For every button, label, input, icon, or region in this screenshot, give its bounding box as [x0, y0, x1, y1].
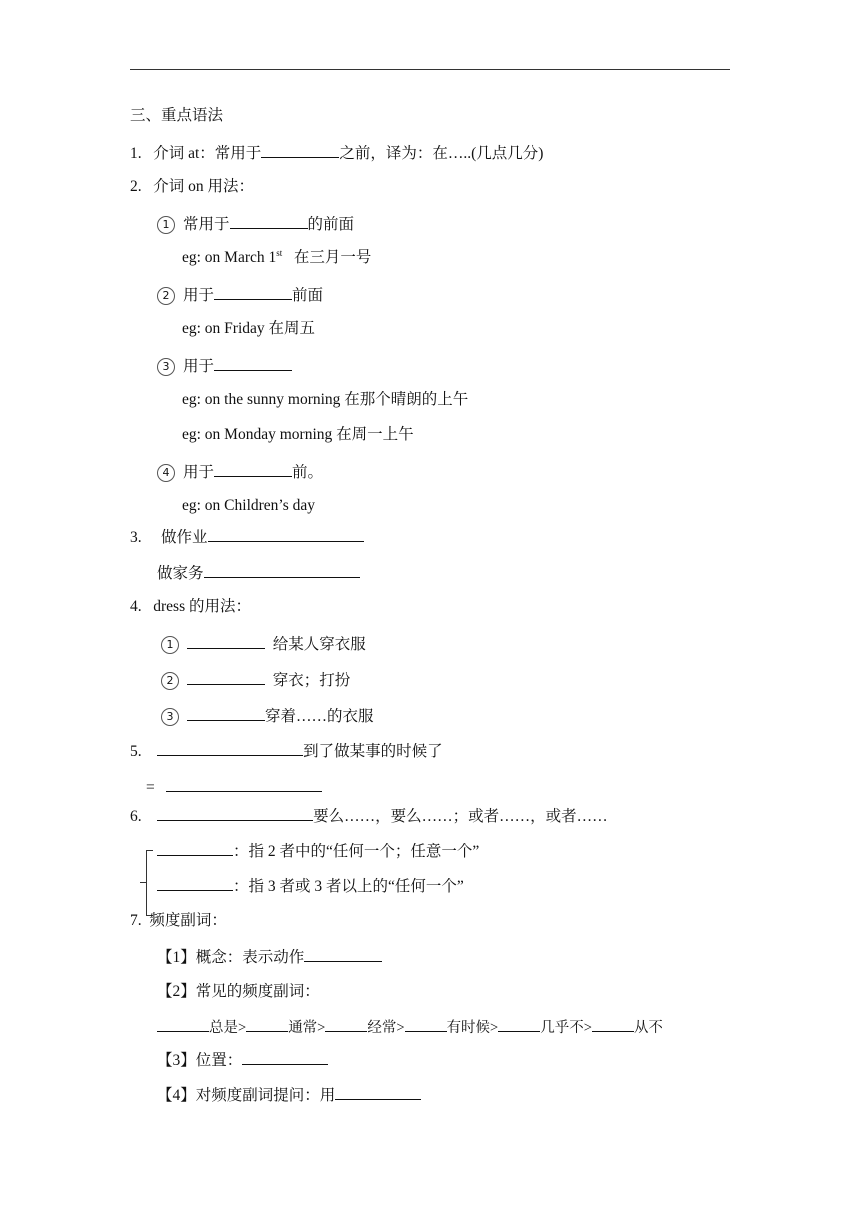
item-text: 到了做某事的时候了 — [303, 743, 443, 760]
item-5 — [130, 740, 443, 762]
item-number: 5. — [130, 743, 142, 760]
item-7-title — [130, 911, 227, 931]
item-2-sub-2 — [157, 284, 323, 306]
item-text: 【4】对频度副词提问：用 — [157, 1087, 336, 1104]
sub-text: 常用于 — [183, 216, 230, 233]
fill-blank — [246, 1016, 288, 1032]
item-3-line-2 — [157, 562, 360, 584]
fill-blank — [157, 875, 233, 891]
fill-blank — [214, 355, 292, 371]
fill-blank — [592, 1016, 634, 1032]
fill-blank — [230, 213, 308, 229]
sub-text: 穿衣；打扮 — [265, 672, 351, 689]
item-4-sub-3 — [161, 705, 374, 727]
circled-number: 3 — [161, 708, 179, 726]
fill-blank — [214, 461, 292, 477]
item-2-title — [130, 177, 254, 197]
fill-blank — [166, 776, 322, 792]
item-number: 7. — [130, 912, 142, 929]
sub-text: 用于 — [183, 287, 215, 304]
fill-blank — [242, 1049, 328, 1065]
freq-word: 几乎不> — [540, 1020, 592, 1036]
item-5-equals — [146, 776, 322, 798]
item-text: ：指 3 者或 3 者以上的“任何一个” — [233, 878, 464, 895]
item-4-title — [130, 597, 251, 617]
item-number: 4. — [130, 598, 142, 615]
equals-sign: = — [146, 779, 155, 796]
example-text: eg: on March 1 — [182, 249, 277, 266]
circled-number: 2 — [161, 672, 179, 690]
sub-text: 前面 — [292, 287, 324, 304]
fill-blank — [204, 562, 360, 578]
fill-blank — [498, 1016, 540, 1032]
item-number: 6. — [130, 808, 142, 825]
sub-text: 穿着……的衣服 — [265, 708, 374, 725]
fill-blank — [208, 526, 364, 542]
freq-word: 经常> — [367, 1020, 405, 1036]
item-text: 做家务 — [157, 565, 204, 582]
example-line: eg: on Friday 在周五 — [182, 320, 316, 337]
brace-tick — [140, 882, 147, 883]
example-line: eg: on the sunny morning 在那个晴朗的上午 — [182, 391, 469, 408]
fill-blank — [187, 669, 265, 685]
circled-number: 2 — [157, 287, 175, 305]
item-text: 要么……，要么……；或者……，或者…… — [313, 808, 608, 825]
item-6-line-a — [157, 840, 479, 862]
item-4-sub-2 — [161, 669, 350, 691]
item-7-common: 【2】常见的频度副词： — [157, 983, 320, 1000]
sub-text: 前。 — [292, 464, 324, 481]
sub-text: 用于 — [183, 358, 215, 375]
example-line — [182, 248, 371, 268]
example-line: eg: on Monday morning 在周一上午 — [182, 426, 414, 443]
circled-number: 1 — [157, 216, 175, 234]
item-3-line-1 — [130, 526, 364, 548]
fill-blank — [261, 142, 339, 158]
freq-word: 通常> — [288, 1020, 326, 1036]
fill-blank — [405, 1016, 447, 1032]
item-text: dress 的用法： — [153, 598, 251, 615]
item-text: 【1】概念：表示动作 — [157, 949, 305, 966]
example-text: 在三月一号 — [282, 249, 372, 266]
item-7-freq-words — [157, 1016, 663, 1038]
item-text: 介词 on 用法： — [153, 178, 255, 195]
fill-blank — [157, 1016, 209, 1032]
item-7-question — [157, 1084, 421, 1106]
fill-blank — [335, 1084, 421, 1100]
item-7-concept — [157, 946, 382, 968]
item-1 — [130, 142, 543, 164]
item-number: 2. — [130, 178, 142, 195]
item-number: 1. — [130, 145, 142, 162]
freq-word: 总是> — [209, 1020, 247, 1036]
item-text: 之前，译为：在…..(几点几分) — [339, 145, 544, 162]
sub-text: 用于 — [183, 464, 215, 481]
superscript: st — [276, 247, 283, 258]
fill-blank — [187, 633, 265, 649]
item-7-position — [157, 1049, 328, 1071]
header-rule — [130, 69, 730, 70]
circled-number: 4 — [157, 464, 175, 482]
item-text: ：指 2 者中的“任何一个；任意一个” — [233, 843, 480, 860]
circled-number: 1 — [161, 636, 179, 654]
fill-blank — [214, 284, 292, 300]
item-text: 频度副词： — [149, 912, 227, 929]
fill-blank — [187, 705, 265, 721]
section-title: 三、重点语法 — [130, 107, 224, 124]
item-text: 做作业 — [161, 529, 208, 546]
fill-blank — [157, 740, 303, 756]
sub-text: 的前面 — [307, 216, 355, 233]
freq-word: 有时候> — [446, 1020, 499, 1036]
item-6 — [130, 805, 608, 827]
item-2-sub-1 — [157, 213, 354, 235]
item-6-line-b — [157, 875, 464, 897]
item-4-sub-1 — [161, 633, 366, 655]
item-number: 3. — [130, 529, 142, 546]
sub-text: 给某人穿衣服 — [265, 636, 366, 653]
item-text: 【3】位置： — [157, 1052, 243, 1069]
item-2-sub-4 — [157, 461, 323, 483]
item-text: 介词 at：常用于 — [153, 145, 262, 162]
circled-number: 3 — [157, 358, 175, 376]
brace-bracket — [146, 850, 153, 916]
freq-word: 从不 — [633, 1020, 663, 1036]
fill-blank — [325, 1016, 367, 1032]
example-line: eg: on Children’s day — [182, 497, 316, 514]
fill-blank — [157, 805, 313, 821]
fill-blank — [304, 946, 382, 962]
item-2-sub-3 — [157, 355, 292, 377]
fill-blank — [157, 840, 233, 856]
